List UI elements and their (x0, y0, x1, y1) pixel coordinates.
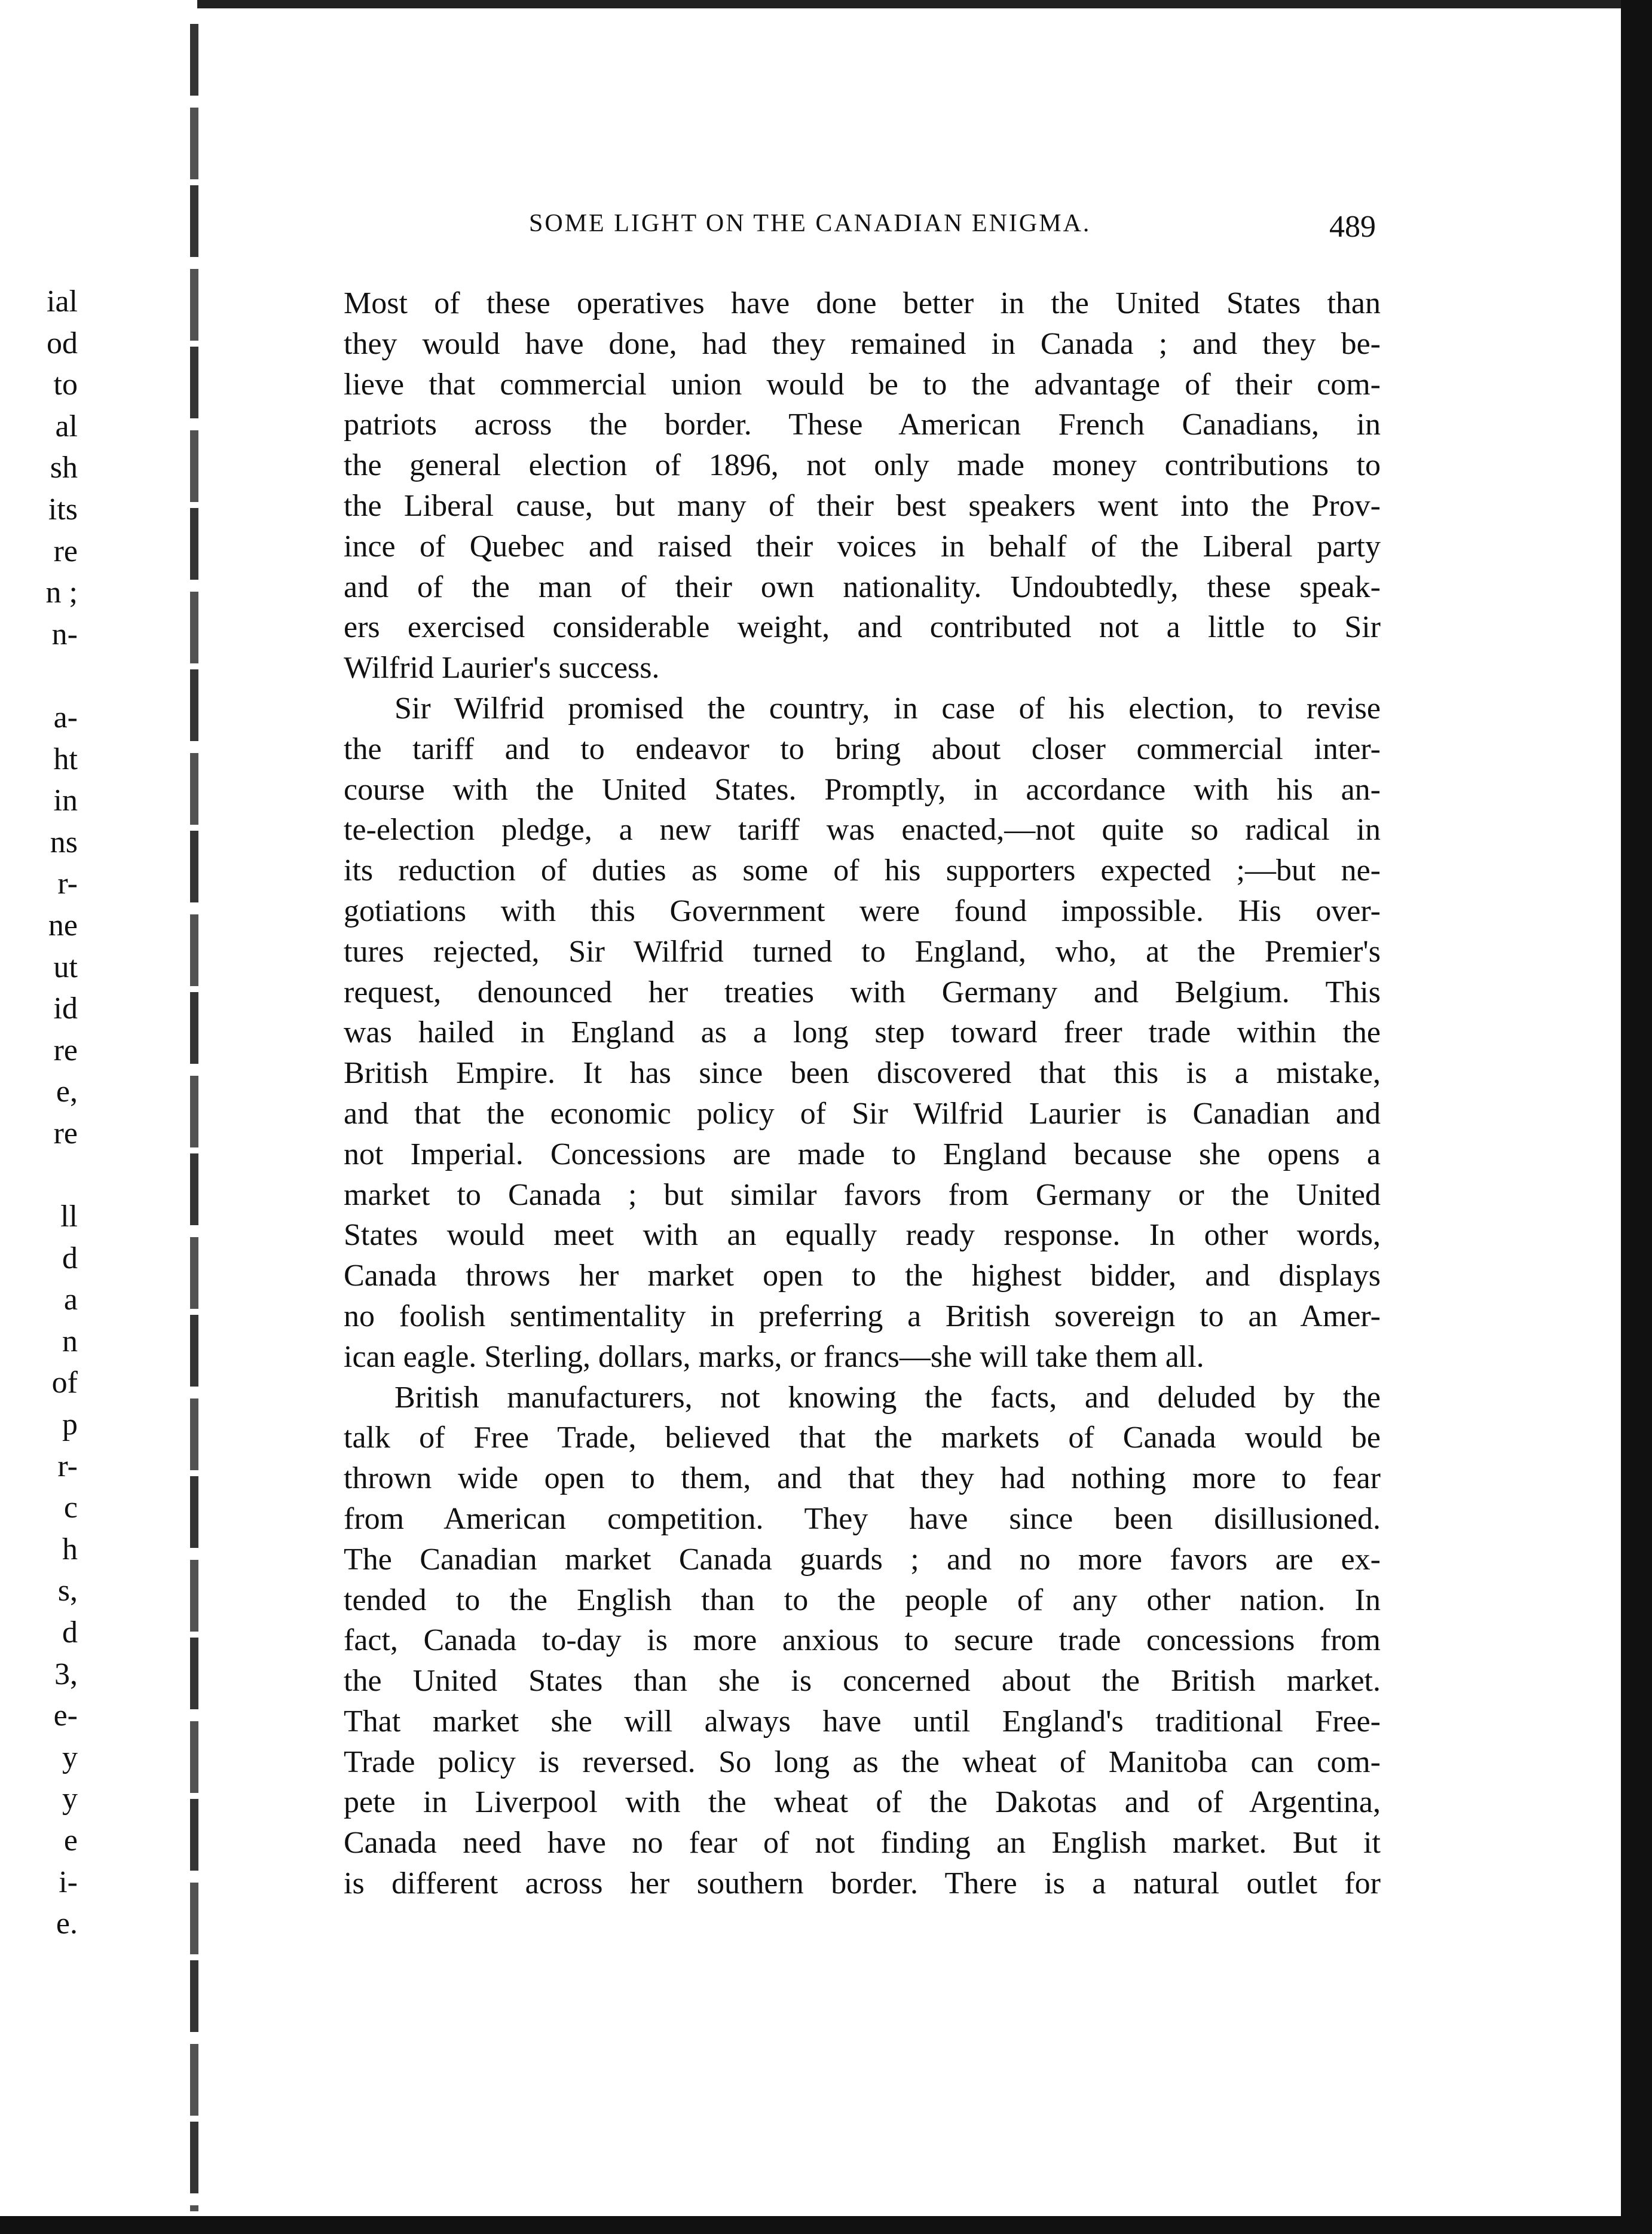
text-line: gotiations with this Government were found impossible. His over- (344, 893, 1381, 928)
fragment-line: s, (57, 1574, 78, 1608)
running-title: SOME LIGHT ON THE CANADIAN ENIGMA. (529, 210, 1091, 237)
text-line: request, denounced her treaties with Germany and Belgium. This (344, 975, 1381, 1009)
fragment-line: y (62, 1740, 78, 1774)
text-line: and that the economic policy of Sir Wilfrid Laurier is Canadian and (344, 1096, 1381, 1131)
fragment-line: re (53, 1033, 78, 1067)
text-line: was hailed in England as a long step toward freer trade within the (344, 1015, 1381, 1050)
fragment-line: e. (56, 1906, 78, 1941)
text-line: thrown wide open to them, and that they had nothing more to fear (344, 1461, 1381, 1496)
text-line: Most of these operatives have done better in the United States than (344, 286, 1381, 320)
fragment-line: in (53, 784, 78, 818)
paragraph (344, 688, 1381, 1378)
fragment-line: r- (57, 867, 78, 901)
text-line: tended to the English than to the people of any other nation. In (344, 1583, 1381, 1617)
fragment-line: n ; (45, 576, 78, 610)
text-line: the Liberal cause, but many of their best speakers went into the Prov- (344, 488, 1381, 523)
text-line: te-election pledge, a new tariff was enacted,—not quite so radical in (344, 813, 1381, 847)
fragment-line: id (53, 991, 78, 1026)
fragment-line: re (53, 1116, 78, 1150)
text-line: lieve that commercial union would be to the advantage of their com- (344, 367, 1381, 402)
fragment-line: r- (57, 1449, 78, 1483)
fragment-line: al (55, 409, 78, 443)
fragment-line: ne (48, 908, 78, 942)
text-line: British manufacturers, not knowing the facts, and deluded by the (394, 1380, 1381, 1415)
scan-edge-bottom (0, 2216, 1652, 2234)
text-line: the United States than she is concerned about the British market. (344, 1664, 1381, 1699)
text-line: its reduction of duties as some of his supporters expected ;—but ne- (344, 853, 1381, 888)
fragment-line: ht (53, 742, 78, 776)
text-line: Sir Wilfrid promised the country, in case of his election, to revise (394, 691, 1381, 726)
fragment-line: d (62, 1241, 78, 1275)
text-line: talk of Free Trade, believed that the markets of Canada would be (344, 1421, 1381, 1455)
text-line: they would have done, had they remained in Canada ; and they be- (344, 326, 1381, 361)
fragment-line: ut (53, 950, 78, 984)
paragraph (344, 1378, 1381, 1904)
fragment-line: ial (47, 284, 78, 319)
fragment-line: n (62, 1324, 78, 1358)
text-line: That market she will always have until England's traditional Free- (344, 1704, 1381, 1739)
scan-edge-top (197, 0, 1644, 8)
fragment-line: of (51, 1366, 78, 1400)
fragment-line: i- (59, 1865, 78, 1899)
fragment-line: to (53, 368, 78, 402)
text-line: is different across her southern border. There is a natural outlet for (344, 1866, 1381, 1901)
text-line: fact, Canada to-day is more anxious to secure trade concessions from (344, 1623, 1381, 1658)
paragraph (344, 283, 1381, 688)
page-number: 489 (1329, 210, 1376, 244)
text-line: Canada throws her market open to the highest bidder, and displays (344, 1259, 1381, 1293)
fragment-line: c (63, 1491, 78, 1525)
fragment-line (0, 1154, 78, 1196)
fragment-line: n- (51, 617, 78, 651)
fragment-line: re (53, 534, 78, 568)
text-line: British Empire. It has since been discovered that this is a mistake, (344, 1056, 1381, 1091)
fragment-line: a- (53, 700, 78, 735)
text-line: tures rejected, Sir Wilfrid turned to England, who, at the Premier's (344, 934, 1381, 969)
text-line: pete in Liverpool with the wheat of the Dakotas and of Argentina, (344, 1785, 1381, 1820)
text-line: ers exercised considerable weight, and contributed not a little to Sir (344, 610, 1381, 645)
text-line: and of the man of their own nationality. Undoubtedly, these speak- (344, 570, 1381, 604)
text-line: course with the United States. Promptly, in accordance with his an- (344, 772, 1381, 807)
fragment-line: h (62, 1532, 78, 1566)
text-line: no foolish sentimentality in preferring a British sovereign to an Amer- (344, 1299, 1381, 1333)
scan-edge-right (1621, 0, 1652, 2234)
fragment-line: d (62, 1615, 78, 1650)
fragment-line: ns (50, 825, 78, 859)
text-line: patriots across the border. These American French Canadians, in (344, 408, 1381, 442)
text-line: ince of Quebec and raised their voices in behalf of the Liberal party (344, 529, 1381, 564)
fragment-line: 3, (54, 1657, 78, 1691)
body-text (344, 283, 1381, 1904)
fragment-line: a (63, 1283, 78, 1317)
fragment-line: e (63, 1823, 78, 1857)
fragment-line: e, (56, 1075, 78, 1109)
fragment-line: p (62, 1407, 78, 1442)
text-line: Wilfrid Laurier's success. (344, 651, 660, 685)
fragment-line: y (62, 1782, 78, 1816)
text-line: The Canadian market Canada guards ; and no more favors are ex- (344, 1542, 1381, 1577)
fragment-line: od (47, 326, 78, 360)
facing-page-fragment (0, 281, 78, 1945)
fragment-line (0, 655, 78, 697)
fragment-line: e- (53, 1699, 78, 1733)
text-line: ican eagle. Sterling, dollars, marks, or francs—she will take them all. (344, 1339, 1204, 1374)
text-line: the general election of 1896, not only made money contributions to (344, 448, 1381, 483)
fragment-line: its (48, 492, 78, 527)
fragment-line: sh (50, 451, 78, 485)
text-line: Canada need have no fear of not finding an English market. But it (344, 1826, 1381, 1860)
book-gutter (190, 24, 198, 2211)
text-line: Trade policy is reversed. So long as the wheat of Manitoba can com- (344, 1745, 1381, 1779)
text-line: the tariff and to endeavor to bring about closer commercial inter- (344, 732, 1381, 766)
fragment-line: ll (60, 1199, 78, 1234)
text-line: from American competition. They have since been disillusioned. (344, 1501, 1381, 1536)
text-line: States would meet with an equally ready response. In other words, (344, 1218, 1381, 1253)
text-line: not Imperial. Concessions are made to England because she opens a (344, 1137, 1381, 1171)
text-line: market to Canada ; but similar favors from Germany or the United (344, 1177, 1381, 1212)
